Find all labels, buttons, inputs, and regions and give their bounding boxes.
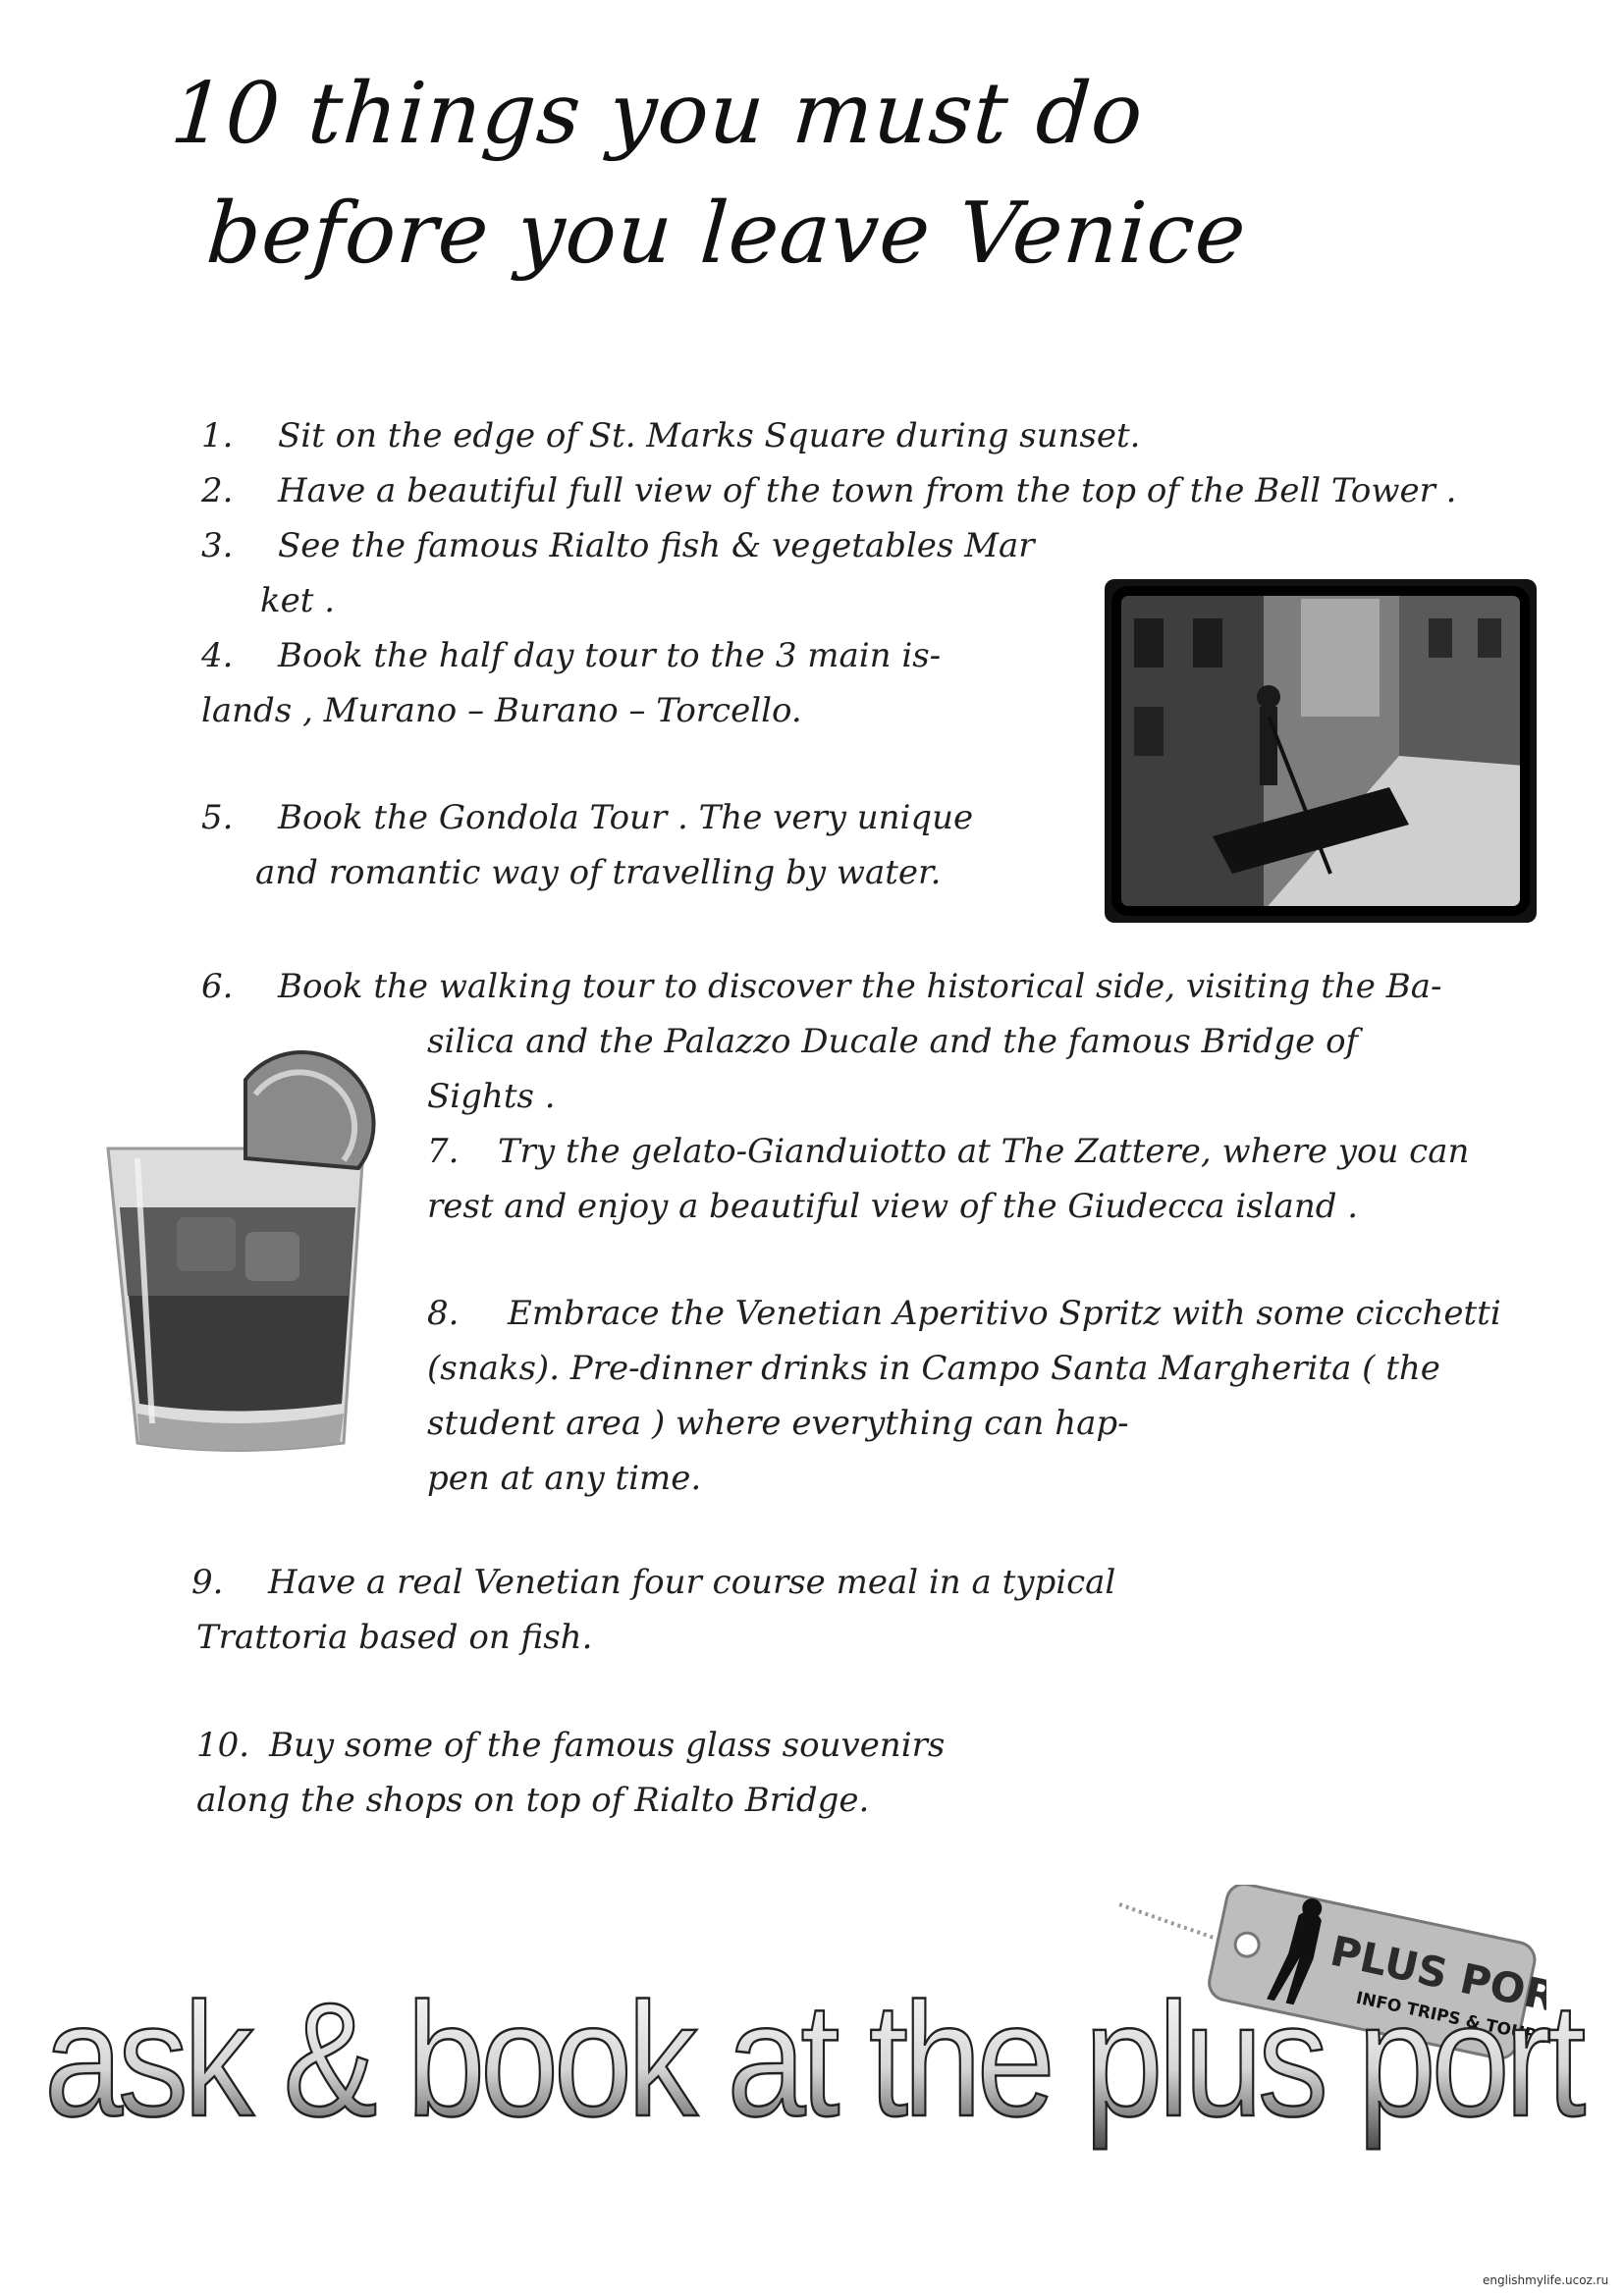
item-number: 4. <box>201 636 234 675</box>
gondola-image <box>1105 579 1537 923</box>
item-text: Have a real Venetian four course meal in a typical <box>268 1563 1116 1602</box>
item-number: 8. <box>427 1294 460 1333</box>
item-text-continued: Sights . <box>427 1077 556 1116</box>
item-number: 3. <box>201 526 234 565</box>
slogan-drawing <box>44 1926 1624 2155</box>
tag-sub-text: INFO TRIPS & TOURS <box>1354 1988 1546 2049</box>
item-text-continued: pen at any time. <box>427 1459 702 1498</box>
item-text-continued: rest and enjoy a beautiful view of the Giudecca island . <box>427 1187 1359 1226</box>
item-text-continued: Trattoria based on fish. <box>196 1618 593 1657</box>
spritz-glass-image <box>98 1041 393 1463</box>
item-text: Sit on the edge of St. Marks Square during sunset. <box>278 416 1141 455</box>
list-item <box>201 471 1457 510</box>
item-text: Buy some of the famous glass souvenirs <box>269 1726 946 1765</box>
tag-brand-text: PLUS PORT <box>1326 1926 1546 2027</box>
item-number: 7. <box>427 1132 460 1171</box>
list-item <box>201 526 1035 565</box>
list-item <box>201 416 1140 455</box>
glass-drawing <box>98 1041 393 1463</box>
slogan-banner <box>44 1926 1624 2155</box>
slogan-text: ask & book at the plus port <box>44 1969 1586 2150</box>
item-number: 5. <box>201 798 234 837</box>
item-text-continued: (snaks). Pre-dinner drinks in Campo Santa Margherita ( the <box>427 1349 1440 1388</box>
item-text-continued: along the shops on top of Rialto Bridge. <box>196 1781 870 1820</box>
item-number: 9. <box>191 1563 224 1602</box>
item-text: See the famous Rialto fish & vegetables Mar <box>278 526 1035 565</box>
item-text-continued: lands , Murano – Burano – Torcello. <box>201 691 802 730</box>
title-line-2: before you leave Venice <box>203 185 1250 283</box>
title-line-1: 10 things you must do <box>167 65 1147 163</box>
item-text: Embrace the Venetian Aperitivo Spritz with some cicchetti <box>508 1294 1501 1333</box>
list-item <box>201 798 973 837</box>
source-watermark: englishmylife.ucoz.ru <box>1483 2273 1609 2287</box>
item-text: Book the Gondola Tour . The very unique <box>278 798 974 837</box>
item-number: 6. <box>201 967 234 1006</box>
list-item <box>191 1563 1115 1602</box>
item-text: Book the half day tour to the 3 main is- <box>278 636 942 675</box>
list-item <box>201 967 1441 1006</box>
list-item <box>427 1132 1469 1171</box>
venice-canal-photo <box>1105 579 1537 923</box>
item-text: Try the gelato-Gianduiotto at The Zattere, where you can <box>498 1132 1470 1171</box>
list-item <box>196 1726 945 1765</box>
list-item <box>201 636 941 675</box>
item-text: Have a beautiful full view of the town from the top of the Bell Tower . <box>278 471 1457 510</box>
list-item <box>427 1294 1501 1333</box>
item-number: 1. <box>201 416 234 455</box>
item-text-continued: and romantic way of travelling by water. <box>255 853 942 892</box>
item-number: 2. <box>201 471 234 510</box>
item-text-continued: ket . <box>260 581 336 620</box>
item-number: 10. <box>196 1726 250 1765</box>
page-title <box>158 54 1549 294</box>
item-text-continued: silica and the Palazzo Ducale and the famous Bridge of <box>427 1022 1359 1061</box>
item-text-continued: student area ) where everything can hap- <box>427 1404 1129 1443</box>
item-text: Book the walking tour to discover the historical side, visiting the Ba- <box>278 967 1442 1006</box>
